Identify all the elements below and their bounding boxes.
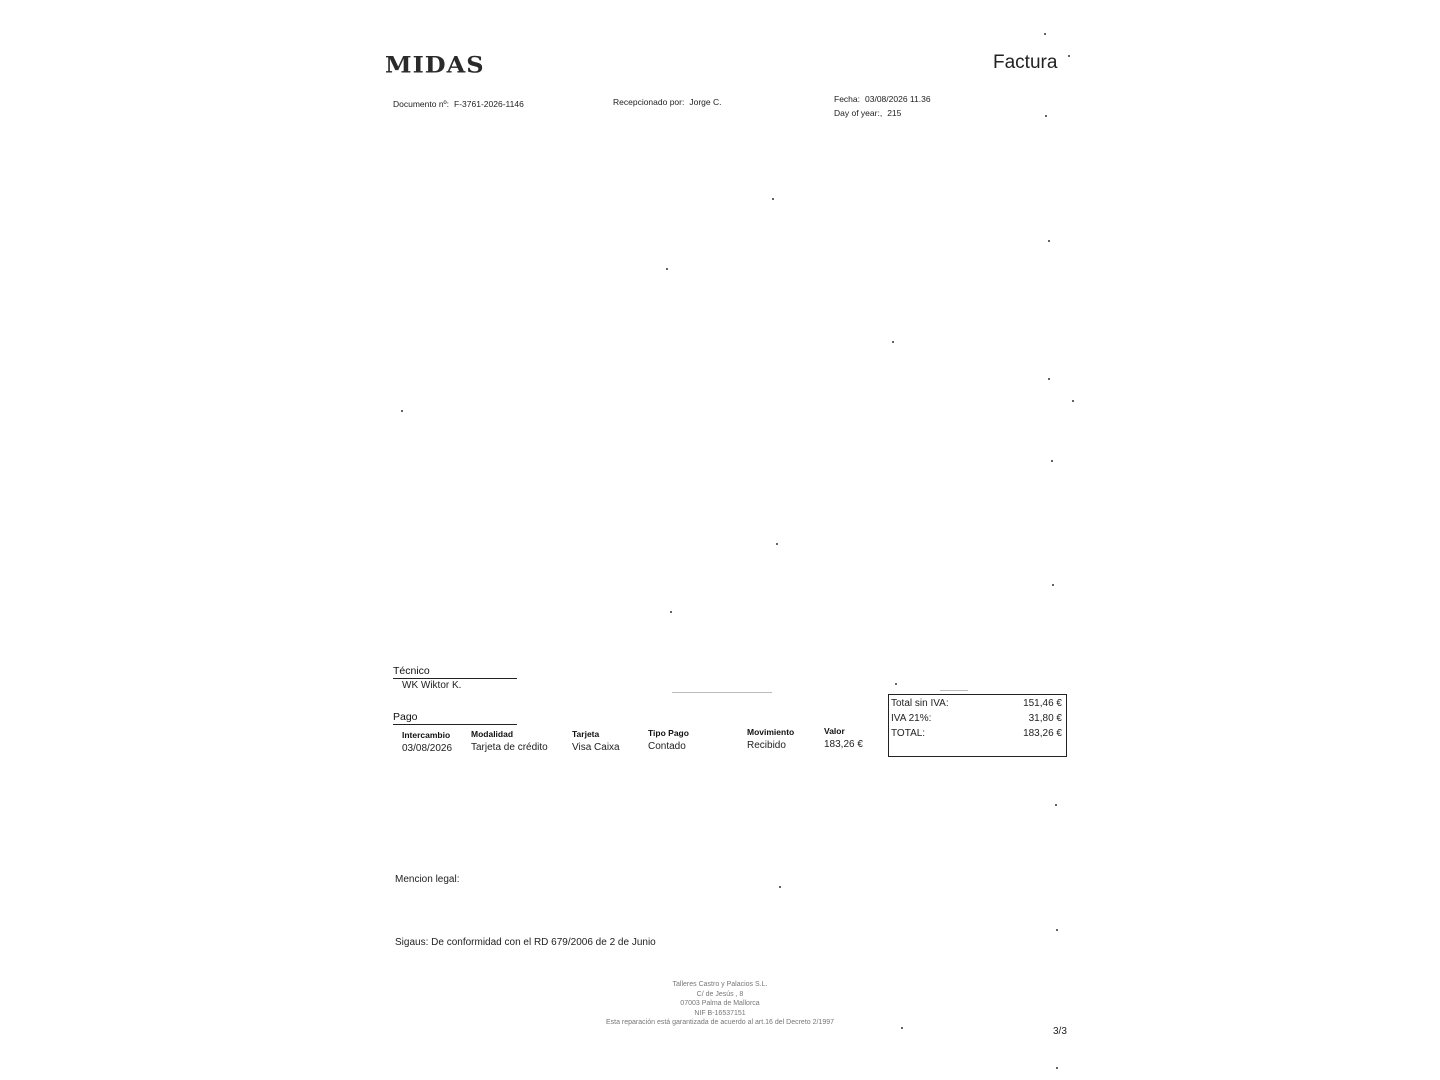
page-indicator: 3/3: [1053, 1026, 1067, 1037]
footer-line: NIF B-16537151: [694, 1009, 746, 1017]
total-label: TOTAL:: [891, 728, 926, 739]
total-value: 183,26 €: [1023, 728, 1062, 739]
recepcionado-label: Recepcionado por:: [613, 97, 685, 107]
scan-smudge: [672, 692, 772, 693]
documento-field: [393, 99, 524, 109]
document-title: Factura: [993, 52, 1058, 73]
total-sin-iva-label: Total sin IVA:: [891, 698, 949, 709]
fecha-label: Fecha:: [834, 94, 860, 104]
pago-cell-modalidad: Tarjeta de crédito: [471, 742, 548, 753]
pago-cell-valor: 183,26 €: [824, 739, 863, 750]
footer-line: C/ de Jesús , 8: [696, 990, 744, 998]
scan-speck: [779, 886, 781, 888]
scan-speck: [1056, 929, 1058, 931]
totals-box: [888, 694, 1067, 757]
scan-speck: [1048, 378, 1050, 380]
pago-col-valor: Valor: [824, 726, 845, 736]
totals-row: [891, 713, 1062, 727]
totals-row: [891, 728, 1062, 742]
tecnico-value: WK Wiktor K.: [402, 680, 462, 691]
scan-speck: [1051, 460, 1053, 462]
total-sin-iva-value: 151,46 €: [1023, 698, 1062, 709]
scan-speck: [401, 410, 403, 412]
scan-speck: [772, 198, 774, 200]
scan-speck: [1048, 240, 1050, 242]
sigaus-text: Sigaus: De conformidad con el RD 679/2006 de 2 de Junio: [395, 937, 656, 948]
dayofyear-field: [834, 108, 901, 118]
footer-line: Talleres Castro y Palacios S.L.: [672, 981, 768, 988]
scan-speck: [892, 341, 894, 343]
company-logo: MIDAS: [385, 50, 485, 79]
pago-title: Pago: [393, 711, 517, 725]
footer-line: 07003 Palma de Mallorca: [680, 1000, 760, 1007]
fecha-value: 03/08/2026 11.36: [865, 94, 931, 104]
totals-row: [891, 698, 1062, 712]
footer-line: Esta reparación está garantizada de acuerdo al art.16 del Decreto 2/1997: [605, 1019, 835, 1026]
scan-speck: [1056, 1067, 1058, 1069]
footer-block: [520, 980, 920, 1028]
pago-cell-tipo-pago: Contado: [648, 741, 686, 752]
dayofyear-label: Day of year:,: [834, 108, 883, 118]
scan-speck: [1052, 584, 1054, 586]
iva-label: IVA 21%:: [891, 713, 932, 724]
pago-col-modalidad: Modalidad: [471, 729, 514, 739]
dayofyear-value: 215: [887, 108, 902, 118]
scan-speck: [1044, 33, 1046, 35]
recepcionado-value: Jorge C.: [689, 97, 722, 107]
pago-col-movimiento: Movimiento: [747, 727, 795, 737]
pago-col-tarjeta: Tarjeta: [572, 729, 600, 739]
pago-col-tipo-pago: Tipo Pago: [648, 728, 689, 738]
iva-value: 31,80 €: [1028, 713, 1062, 724]
pago-cell-intercambio: 03/08/2026: [402, 743, 453, 754]
tecnico-title: Técnico: [393, 665, 517, 679]
pago-col-intercambio: Intercambio: [402, 730, 451, 740]
scan-speck: [1072, 400, 1074, 402]
pago-cell-movimiento: Recibido: [747, 740, 786, 751]
scan-speck: [666, 268, 668, 270]
scan-speck: [1045, 115, 1047, 117]
mencion-legal-label: Mencion legal:: [395, 874, 460, 885]
scan-speck: [670, 611, 672, 613]
fecha-field: [834, 94, 931, 104]
scan-speck: [1068, 55, 1070, 57]
scan-speck: [895, 683, 897, 685]
scan-speck: [1055, 804, 1057, 806]
scan-smudge: [940, 690, 968, 691]
documento-label: Documento nº:: [393, 99, 450, 109]
scan-speck: [776, 543, 778, 545]
documento-value: F-3761-2026-1146: [454, 99, 524, 109]
pago-cell-tarjeta: Visa Caixa: [572, 742, 620, 753]
recepcionado-field: [613, 97, 721, 107]
scan-speck: [901, 1027, 903, 1029]
